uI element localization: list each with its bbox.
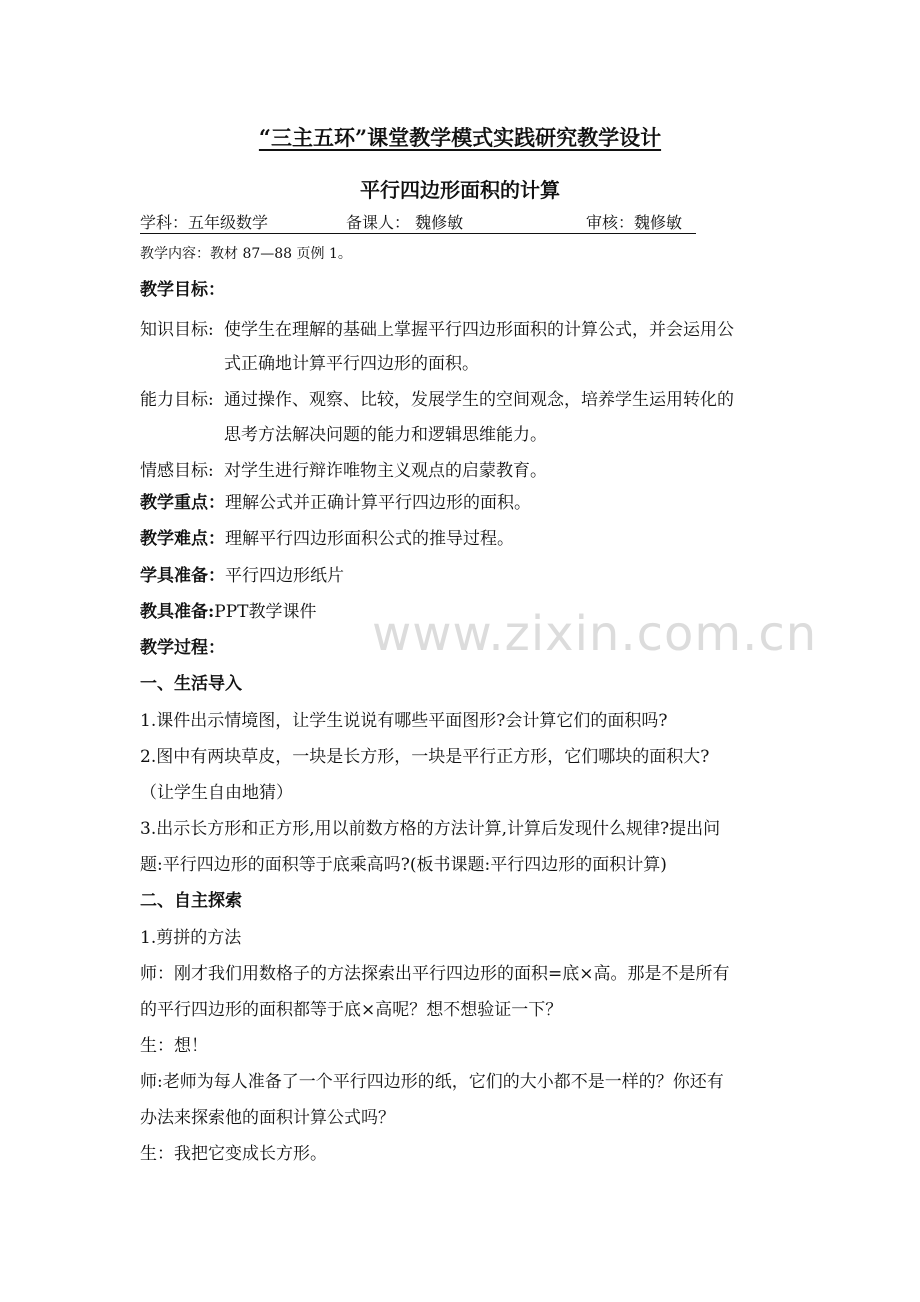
student-line1: 生：想！: [140, 1036, 208, 1056]
student-prep-text: 平行四边形纸片: [225, 566, 344, 586]
section1-item2: 2.图中有两块草皮，一块是长方形，一块是平行正方形，它们哪块的面积大?: [140, 747, 710, 767]
subject-label: 学科：五年级数学: [140, 213, 269, 232]
difficulty-label: 教学难点：: [140, 529, 225, 549]
preparer-label: 备课人： 魏修敏: [346, 213, 464, 232]
section2-sub1: 1.剪拼的方法: [140, 928, 242, 948]
difficulty-text: 理解平行四边形面积公式的推导过程。: [225, 529, 514, 549]
teacher-line1b: 的平行四边形的面积都等于底×高呢？想不想验证一下？: [140, 1000, 563, 1020]
section1-item1: 1.课件出示情境图，让学生说说有哪些平面图形?会计算它们的面积吗?: [140, 711, 668, 731]
knowledge-goal-line1: 使学生在理解的基础上掌握平行四边形面积的计算公式，并会运用公: [224, 320, 734, 340]
focus-text: 理解公式并正确计算平行四边形的面积。: [225, 493, 531, 513]
section1-item3b: 题:平行四边形的面积等于底乘高吗?(板书课题:平行四边形的面积计算): [140, 855, 667, 875]
process-heading: 教学过程：: [140, 638, 225, 658]
teacher-line2b: 办法来探索他的面积计算公式吗？: [140, 1108, 395, 1128]
student-prep-row: [140, 565, 344, 587]
teaching-content: 教学内容：教材 87—88 页例 1。: [140, 246, 352, 262]
teacher-line2a: 师:老师为每人准备了一个平行四边形的纸，它们的大小都不是一样的？你还有: [140, 1072, 724, 1092]
section1-item3a: 3.出示长方形和正方形,用以前数方格的方法计算,计算后发现什么规律?提出问: [140, 819, 721, 839]
ability-goal-label: 能力目标:: [140, 390, 214, 410]
lesson-title: 平行四边形面积的计算: [360, 178, 560, 202]
emotion-goal-text: 对学生进行辩诈唯物主义观点的启蒙教育。: [224, 461, 547, 481]
emotion-goal-label: 情感目标:: [140, 461, 214, 481]
knowledge-goal-label: 知识目标:: [140, 320, 214, 340]
focus-label: 教学重点：: [140, 493, 225, 513]
ability-goal-line2: 思考方法解决问题的能力和逻辑思维能力。: [224, 425, 547, 445]
student-line2: 生：我把它变成长方形。: [140, 1144, 327, 1164]
reviewer-label: 审核：魏修敏: [586, 213, 683, 232]
teacher-line1a: 师：刚才我们用数格子的方法探索出平行四边形的面积=底×高。那是不是所有: [140, 964, 730, 984]
document-title-text: “三主五环”课堂教学模式实践研究教学设计: [258, 125, 662, 150]
student-prep-label: 学具准备：: [140, 566, 225, 586]
watermark: www.zixin.com.cn: [372, 606, 818, 662]
ability-goal-line1: 通过操作、观察、比较，发展学生的空间观念，培养学生运用转化的: [224, 390, 734, 410]
teacher-prep-row: [140, 601, 317, 623]
teacher-prep-label: 教具准备:: [140, 602, 215, 622]
knowledge-goal-line2: 式正确地计算平行四边形的面积。: [224, 354, 479, 374]
difficulty-row: [140, 528, 514, 550]
document-title: [0, 122, 920, 152]
section1-heading: 一、生活导入: [140, 674, 242, 694]
section1-item2b: （让学生自由地猜）: [140, 783, 293, 803]
objectives-heading: 教学目标：: [140, 280, 225, 300]
teacher-prep-text: PPT教学课件: [214, 602, 317, 622]
focus-row: [140, 492, 531, 514]
section2-heading: 二、自主探索: [140, 891, 242, 911]
meta-row: [140, 209, 696, 234]
